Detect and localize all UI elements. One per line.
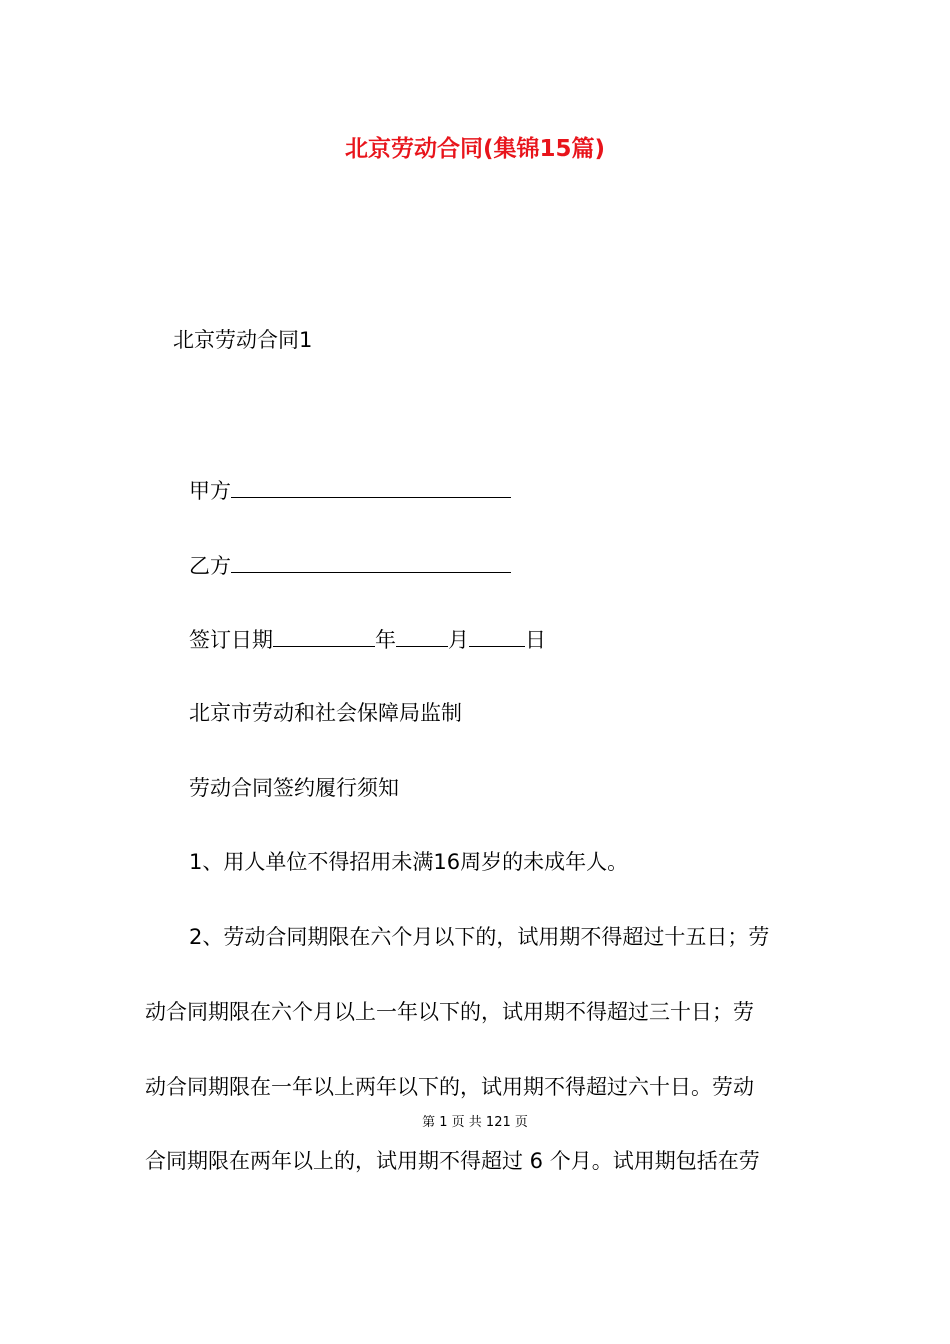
day-label: 日 [525, 628, 546, 652]
notice-heading: 劳动合同签约履行须知 [189, 776, 399, 800]
year-label: 年 [375, 628, 396, 652]
sign-date-label: 签订日期 [189, 628, 273, 652]
notice-item-1: 1、用人单位不得招用未满16周岁的未成年人。 [189, 850, 629, 874]
document-title: 北京劳动合同(集锦15篇) [344, 136, 606, 162]
day-blank [469, 622, 525, 647]
party-a-blank [231, 473, 511, 498]
party-a-line [189, 473, 511, 507]
party-a-label: 甲方 [189, 479, 231, 503]
sign-date-line [189, 622, 546, 656]
page-footer: 第 1 页 共 121 页 [422, 1115, 528, 1130]
notice-item-2-line-2: 动合同期限在六个月以上一年以下的，试用期不得超过三十日；劳 [145, 1000, 754, 1024]
party-b-label: 乙方 [189, 554, 231, 578]
section-heading: 北京劳动合同1 [173, 328, 313, 352]
supervisor-line: 北京市劳动和社会保障局监制 [189, 701, 462, 725]
notice-item-2-line-1: 2、劳动合同期限在六个月以下的，试用期不得超过十五日；劳 [189, 925, 770, 949]
party-b-line [189, 548, 511, 582]
month-blank [396, 622, 448, 647]
notice-item-2-line-4: 合同期限在两年以上的，试用期不得超过 6 个月。试用期包括在劳 [145, 1149, 760, 1173]
notice-item-2-line-3: 动合同期限在一年以上两年以下的，试用期不得超过六十日。劳动 [145, 1075, 754, 1099]
month-label: 月 [448, 628, 469, 652]
party-b-blank [231, 548, 511, 573]
year-blank [273, 622, 375, 647]
